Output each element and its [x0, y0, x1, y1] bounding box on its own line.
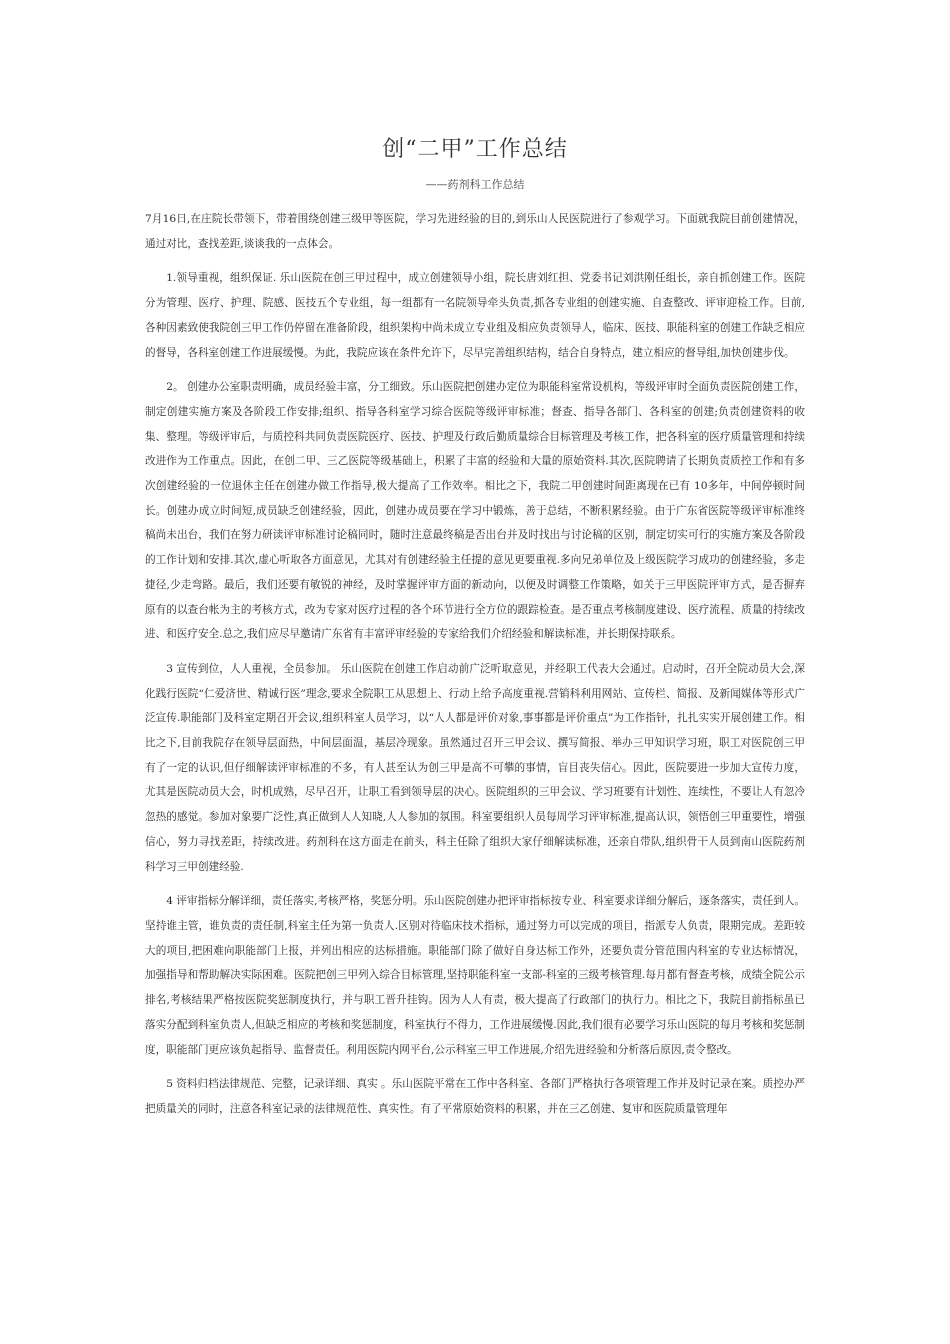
- document-subtitle: ——药剂科工作总结: [425, 178, 525, 191]
- paragraph-leadership: 1.领导重视，组织保证. 乐山医院在创三甲过程中，成立创建领导小组，院长唐刘红担、党委书记刘洪刚任组长，亲自抓创建工作。医院分为管理、医疗、护理、院感、医技五个专业组，每一组都有一名院领导牵头负责,抓各专业组的创建实施、自查整改、评审迎检工作。目前,各种因素致使我院创三甲工作仍停留在准备阶段，组织架构中尚未成立专业组及相应负责领导人，临床、医技、职能科室的创建工作缺乏相应的督导，各科室创建工作进展缓慢。为此，我院应该在条件允许下，尽早完善组织结构，结合自身特点，建立相应的督导组,加快创建步伐。: [145, 272, 805, 359]
- paragraph-indicators: 4 评审指标分解详细，责任落实,考核严格，奖惩分明。乐山医院创建办把评审指标按专业、科室要求详细分解后，逐条落实，责任到人。坚持谁主管，谁负责的责任制,科室主任为第一负责人.区别对待临床技术指标，通过努力可以完成的项目，指派专人负责，限期完成。差距较大的项目,把困难向职能部门上报，并列出相应的达标措施。职能部门除了做好自身达标工作外，还要负责分管范围内科室的专业达标情况，加强指导和帮助解决实际困难。医院把创三甲列入综合目标管理,坚持职能科室一支部-科室的三级考核管理.每月都有督查考核，成绩全院公示排名,考核结果严格按医院奖惩制度执行，并与职工晋升挂钩。因为人人有责，极大提高了行政部门的执行力。相比之下，我院目前指标虽已落实分配到科室负责人,但缺乏相应的考核和奖惩制度，科室执行不得力，工作进展缓慢.因此,我们很有必要学习乐山医院的每月考核和奖惩制度，职能部门更应该负起指导、监督责任。利用医院内网平台,公示科室三甲工作进展,介绍先进经验和分析落后原因,责令整改。: [145, 895, 805, 1056]
- paragraph-intro: 7月16日,在庄院长带领下，带着围绕创建三级甲等医院，学习先进经验的目的,到乐山人民医院进行了参观学习。下面就我院目前创建情况，通过对比，查找差距,谈谈我的一点体会。: [145, 213, 805, 250]
- paragraph-records: 5 资料归档法律规范、完整，记录详细、真实 。乐山医院平常在工作中各科室、各部门严格执行各项管理工作并及时记录在案。质控办严把质量关的同时，注意各科室记录的法律规范性、真实性。有了平常原始资料的积累，并在三乙创建、复审和医院质量管理年: [145, 1078, 805, 1115]
- paragraph-publicity: 3 宣传到位，人人重视，全员参加。 乐山医院在创建工作启动前广泛听取意见，并经职工代表大会通过。启动时，召开全院动员大会,深化践行医院“仁爱济世、精诚行医”理念,要求全院职工从思想上、行动上给予高度重视.营销科利用网站、宣传栏、简报、及新闻媒体等形式广泛宣传.职能部门及科室定期召开会议,组织科室人员学习，以“人人都是评价对象,事事都是评价重点”为工作指针，扎扎实实开展创建工作。相比之下,目前我院存在领导层面热，中间层面温，基层冷现象。虽然通过召开三甲会议、撰写简报、举办三甲知识学习班，职工对医院创三甲有了一定的认识,但仔细解读评审标准的不多，有人甚至认为创三甲是高不可攀的事情，盲目丧失信心。因此，医院要进一步加大宣传力度，尤其是医院动员大会，时机成熟，尽早召开，让职工看到领导层的决心。医院组织的三甲会议、学习班要有计划性、连续性，不要让人有忽冷忽热的感觉。参加对象要广泛性,真正做到人人知晓,人人参加的氛围。科室要组织人员每周学习评审标准,提高认识，领悟创三甲重要性，增强信心，努力寻找差距，持续改进。药剂科在这方面走在前头，科主任除了组织大家仔细解读标准，还亲自带队,组织骨干人员到南山医院药剂科学习三甲创建经验.: [145, 662, 805, 873]
- paragraph-office-duties: 2。 创建办公室职责明确，成员经验丰富，分工细致。乐山医院把创建办定位为职能科室常设机构，等级评审时全面负责医院创建工作，制定创建实施方案及各阶段工作安排;组织、指导各科室学习综合医院等级评审标准；督查、指导各部门、各科室的创建;负责创建资料的收集、整理。等级评审后，与质控科共同负责医院医疗、医技、护理及行政后勤质量综合目标管理及考核工作，把各科室的医疗质量管理和持续改进作为工作重点。因此，在创二甲、三乙医院等级基础上，积累了丰富的经验和大量的原始资料.其次,医院聘请了长期负责质控工作和有多次创建经验的一位退休主任在创建办做工作指导,极大提高了工作效率。相比之下，我院二甲创建时间距离现在已有 10多年，中间停顿时间长。创建办成立时间短,成员缺乏创建经验，因此，创建办成员要在学习中锻炼，善于总结，不断积累经验。由于广东省医院等级评审标准终稿尚未出台，我们在努力研读评审标准讨论稿同时，随时注意最终稿是否出台并及时找出与讨论稿的区别，制定切实可行的实施方案及各阶段的工作计划和安排.其次,虚心听取各方面意见，尤其对有创建经验主任提的意见更要重视.多向兄弟单位及上级医院学习成功的创建经验，多走捷径,少走弯路。最后，我们还要有敏锐的神经，及时掌握评审方面的新动向，以便及时调整工作策略，如关于三甲医院评审方式，是否摒弃原有的以查台帐为主的考核方式，改为专家对医疗过程的各个环节进行全方位的跟踪检查。是否重点考核制度建设、医疗流程、质量的持续改进、和医疗安全.总之,我们应尽早邀请广东省有丰富评审经验的专家给我们介绍经验和解读标准，并长期保持联系。: [145, 381, 805, 641]
- document-title: 创“二甲”工作总结: [382, 137, 568, 162]
- document-body: [145, 207, 805, 1132]
